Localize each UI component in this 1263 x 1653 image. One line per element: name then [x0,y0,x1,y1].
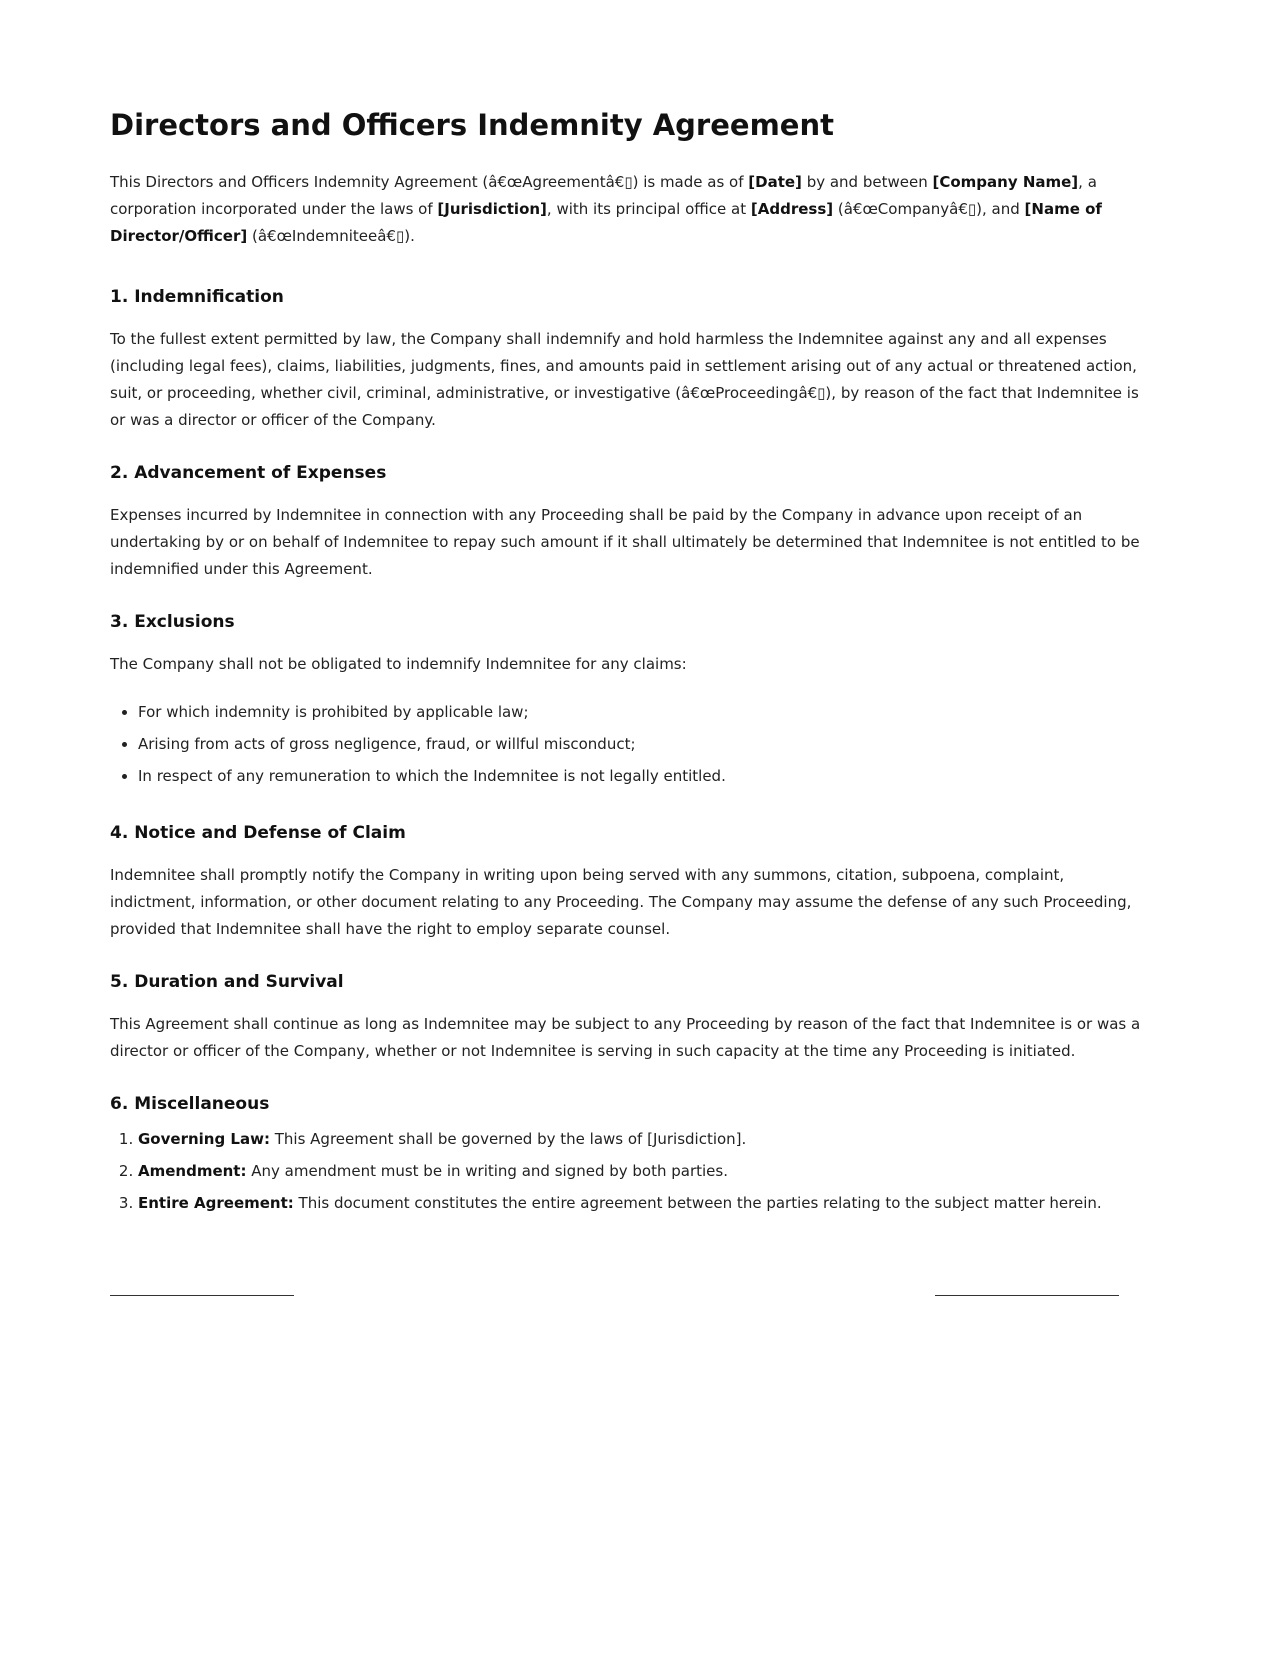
jurisdiction-placeholder: [Jurisdiction] [437,199,547,218]
section-heading-notice: 4. Notice and Defense of Claim [110,823,406,844]
intro-text: This Directors and Officers Indemnity Agreement (â€œAgreementâ€▯) is made as of [110,172,749,191]
item-label: Entire Agreement: [138,1194,294,1213]
section-heading-exclusions: 3. Exclusions [110,611,235,632]
director-name-placeholder: [Name of Director/Officer] [110,199,1102,245]
list-item: • Arising from acts of gross negligence, fraud, or willful misconduct; [138,728,1153,760]
list-item [138,1123,1153,1155]
address-placeholder: [Address] [750,199,834,218]
intro-text: (â€œCompanyâ€▯), and [833,199,1025,218]
item-text: Any amendment must be in writing and signed by both parties. [246,1162,728,1181]
intro-text: (â€œIndemniteeâ€▯). [247,226,415,245]
list-item [138,1155,1153,1187]
section-body-exclusions: The Company shall not be obligated to indemnify Indemnitee for any claims: [110,655,687,674]
item-label: Governing Law: [138,1130,270,1149]
item-text: This document constitutes the entire agreement between the parties relating to the subject matter herein. [293,1194,1102,1213]
section-body-advancement: Expenses incurred by Indemnitee in connection with any Proceeding shall be paid by the Company in advance upon receipt of an undertaking by or on behalf of Indemnitee to repay such amount if it shall ultimately be determined that Indemnitee is not entitled to be indemnified under this Agreement. [110,505,1140,578]
item-text: This Agreement shall be governed by the laws of [Jurisdiction]. [269,1130,747,1149]
date-placeholder: [Date] [748,172,802,191]
list-item: • For which indemnity is prohibited by applicable law; [138,696,1153,728]
exclusions-list [110,696,1153,792]
section-heading-indemnification: 1. Indemnification [110,286,284,307]
company-name-placeholder: [Company Name] [932,172,1079,191]
signature-line-right [935,1283,1119,1296]
list-item [138,1187,1153,1219]
section-heading-miscellaneous: 6. Miscellaneous [110,1094,270,1115]
section-body-duration: This Agreement shall continue as long as Indemnitee may be subject to any Proceeding by reason of the fact that Indemnitee is or was a director or officer of the Company, whether or not Indemnitee is serving in such capacity at the time any Proceeding is initiated. [110,1015,1141,1061]
section-body-notice: Indemnitee shall promptly notify the Company in writing upon being served with any summons, citation, subpoena, complaint, indictment, information, or other document relating to any Proceeding. The Company may assume the defense of any such Proceeding, provided that Indemnitee shall have the right to employ separate counsel. [110,866,1132,939]
section-heading-advancement: 2. Advancement of Expenses [110,462,387,483]
signature-line-left [110,1283,294,1296]
document-title: Directors and Officers Indemnity Agreement [110,108,834,142]
list-item: • In respect of any remuneration to which the Indemnitee is not legally entitled. [138,760,1153,792]
intro-text: , with its principal office at [546,199,751,218]
intro-text: by and between [801,172,933,191]
miscellaneous-list [110,1123,1153,1219]
section-heading-duration: 5. Duration and Survival [110,972,344,993]
signature-row [110,1283,1119,1296]
intro-paragraph [110,169,1153,250]
section-body-indemnification: To the fullest extent permitted by law, the Company shall indemnify and hold harmless the Indemnitee against any and all expenses (including legal fees), claims, liabilities, judgments, fines, and amounts paid in settlement arising out of any actual or threatened action, suit, or proceeding, whether civil, criminal, administrative, or investigative (â€œProceedingâ€▯), by reason of the fact that Indemnitee is or was a director or officer of the Company. [110,329,1139,429]
item-label: Amendment: [138,1162,247,1181]
intro-text: , a corporation incorporated under the laws of [110,172,1097,218]
